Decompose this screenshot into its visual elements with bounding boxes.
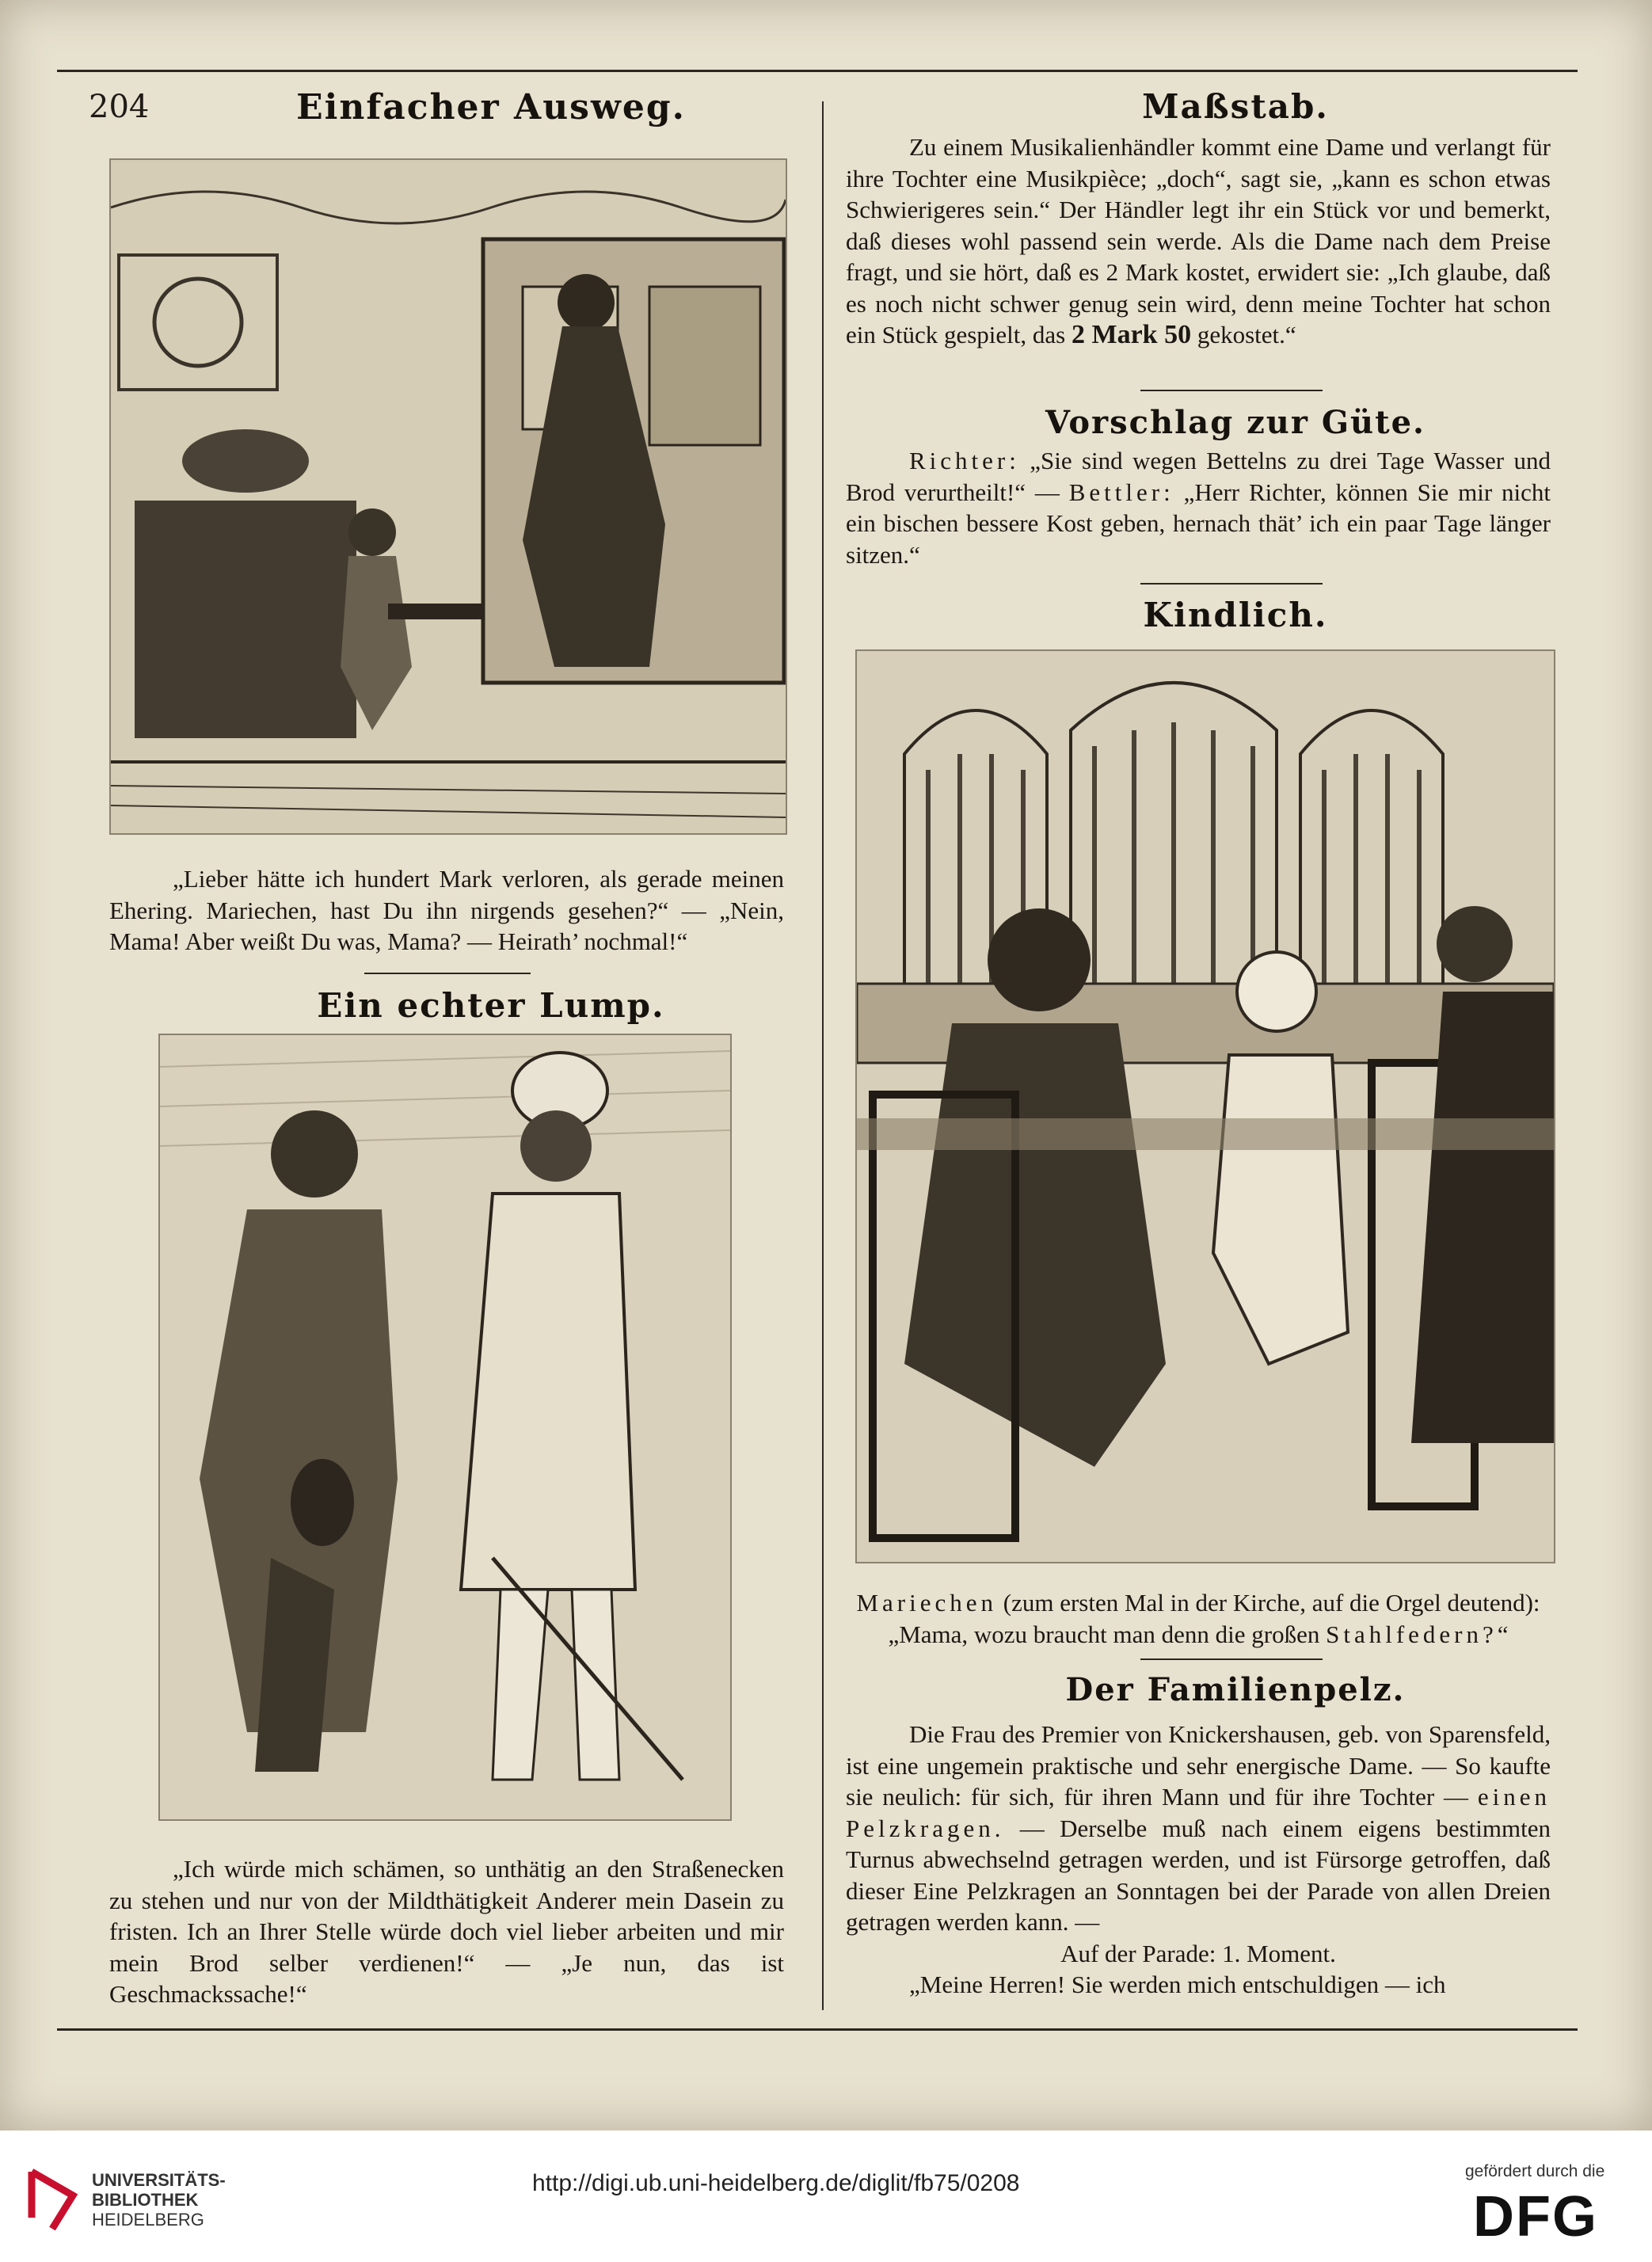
story-title-einfacher-ausweg: Einfacher Ausweg. — [296, 87, 686, 128]
caption-quote-spaced: Stahlfedern? — [1326, 1620, 1498, 1648]
illustration-beggar-and-gentleman — [158, 1034, 732, 1821]
funder-caption: gefördert durch die — [1465, 2162, 1605, 2180]
paragraph-parade: Auf der Parade: 1. Moment. — [1060, 1939, 1336, 1967]
divider — [1140, 583, 1323, 585]
body-text: Zu einem Musikalienhändler kommt eine Dame und verlangt für ihre Tochter eine Musikpièce; „doch“, sagt sie, „kann es schon etwas Schwierigeres sein.“ Der Händler legt ihr ein Stück vor und bemerkt, daß dieses wohl passend sein werde. Als die Dame nach dem Preise fragt, und sie hört, daß es 2 Mark kostet, erwidert sie: „Ich glaube, daß es noch nicht schwer genug sein wird, denn meine Tochter hat schon ein Stück gespielt, das — [846, 133, 1551, 348]
illustration-mother-and-daughter — [109, 158, 787, 835]
caption-quote-end: “ — [1497, 1620, 1509, 1648]
institution-line-2: BIBLIOTHEK — [92, 2190, 199, 2210]
caption-ein-echter-lump — [109, 1853, 784, 2010]
line-richter: „Sie sind wegen Bettelns zu drei Tage Wasser und Brod verurtheilt!“ — — [846, 447, 1551, 506]
dfg-logo: DFG — [1473, 2185, 1598, 2249]
body-text-end: gekostet.“ — [1197, 321, 1296, 348]
institution-line-1: UNIVERSITÄTS- — [92, 2170, 226, 2190]
caption-text: „Lieber hätte ich hundert Mark verloren, als gerade meinen Ehering. Mariechen, hast Du ihn nirgends gesehen?“ — „Nein, Mama! Aber weißt Du was, Mama? — Heirath’ nochmal!“ — [109, 865, 784, 955]
university-logo-icon — [21, 2162, 84, 2230]
speaker-richter: Richter: — [909, 447, 1020, 474]
price-bold: 2 Mark 50 — [1071, 320, 1192, 349]
caption-einfacher-ausweg — [109, 863, 784, 958]
caption-quote: „Mama, wozu braucht man denn die großen — [888, 1620, 1320, 1648]
caption-stage-direction: (zum ersten Mal in der Kirche, auf die Orgel deutend): — [1003, 1589, 1540, 1617]
story-title-vorschlag-zur-guete: Vorschlag zur Güte. — [1045, 404, 1426, 441]
story-text-massstab — [846, 131, 1551, 351]
institution-line-3: HEIDELBERG — [92, 2210, 204, 2230]
story-title-der-familienpelz: Der Familienpelz. — [1065, 1671, 1406, 1708]
illustration-church-organ — [855, 649, 1555, 1563]
story-title-massstab: Maßstab. — [1142, 87, 1329, 126]
story-title-kindlich: Kindlich. — [1143, 596, 1328, 634]
column-rule — [822, 101, 824, 2010]
line-bettler: „Herr Richter, können Sie mir nicht ein bischen bessere Kost geben, hernach thät’ ich ein paar Tage länger sitzen.“ — [846, 478, 1551, 569]
footer — [0, 2131, 1652, 2262]
speaker-bettler: Bettler: — [1068, 478, 1174, 506]
permalink-url[interactable]: http://digi.ub.uni-heidelberg.de/diglit/fb75/0208 — [532, 2170, 1020, 2196]
caption-text: „Ich würde mich schämen, so unthätig an den Straßenecken zu stehen und nur von der Mildthätigkeit Anderer mein Dasein zu fristen. Ich an Ihrer Stelle würde doch viel lieber arbeiten und mir mein Brod selber verdienen!“ — „Je nun, das ist Geschmackssache!“ — [109, 1855, 784, 2008]
divider — [364, 973, 531, 974]
divider — [1140, 390, 1323, 391]
story-title-ein-echter-lump: Ein echter Lump. — [317, 986, 665, 1025]
institution-name — [92, 2170, 226, 2230]
story-text-familienpelz — [846, 1719, 1551, 2001]
divider — [1140, 1658, 1323, 1660]
body-text: Die Frau des Premier von Knickershausen, geb. von Sparensfeld, ist eine ungemein praktische und sehr energische Dame. — So kaufte sie neulich: für sich, für ihren Mann und für ihre Tochter — — [846, 1720, 1551, 1811]
caption-speaker: Mariechen — [856, 1589, 998, 1617]
caption-kindlich — [846, 1587, 1551, 1650]
paragraph-quote: „Meine Herren! Sie werden mich entschuldigen — ich — [909, 1971, 1446, 1998]
page-number: 204 — [89, 89, 150, 125]
body-text-spaced: einen Pelzkragen. — [846, 1783, 1551, 1842]
story-text-vorschlag — [846, 445, 1551, 570]
body-text-end: — Derselbe muß nach einem eigens bestimmten Turnus abwechselnd getragen werden, und ist Fürsorge getroffen, daß dieser Eine Pelzkragen an Sonntagen bei der Parade von allen Dreien getragen werden kann. — — [846, 1814, 1551, 1936]
